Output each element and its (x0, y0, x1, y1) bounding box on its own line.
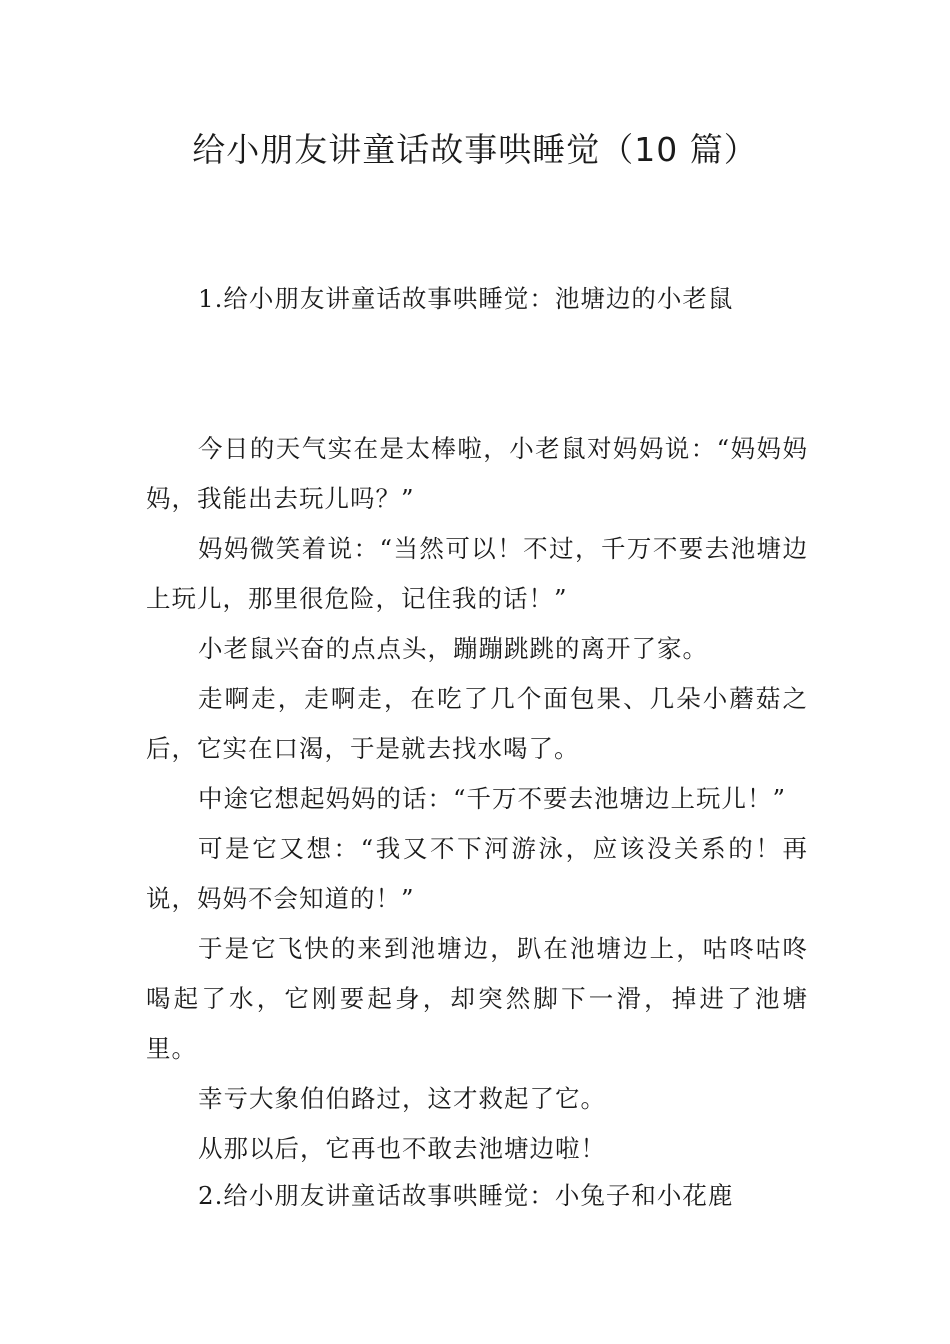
story-paragraph-1: 今日的天气实在是太棒啦，小老鼠对妈妈说：“妈妈妈妈，我能出去玩儿吗？” (146, 434, 808, 513)
document-title: 给小朋友讲童话故事哄睡觉（10 篇） (192, 130, 758, 169)
story-paragraph-7: 于是它飞快的来到池塘边，趴在池塘边上，咕咚咕咚喝起了水，它刚要起身，却突然脚下一滑，掉进了池塘里。 (146, 934, 808, 1063)
story-paragraph-9: 从那以后，它再也不敢去池塘边啦！ (198, 1134, 606, 1163)
story-paragraph-5: 中途它想起妈妈的话：“千万不要去池塘边上玩儿！” (198, 784, 787, 813)
story-paragraph-8: 幸亏大象伯伯路过，这才救起了它。 (198, 1084, 606, 1113)
story-body (146, 424, 808, 1174)
section-heading-1: 1.给小朋友讲童话故事哄睡觉：池塘边的小老鼠 (198, 284, 734, 313)
story-paragraph-3: 小老鼠兴奋的点点头，蹦蹦跳跳的离开了家。 (198, 634, 708, 663)
section-heading-2: 2.给小朋友讲童话故事哄睡觉：小兔子和小花鹿 (198, 1181, 734, 1210)
story-paragraph-4: 走啊走，走啊走，在吃了几个面包果、几朵小蘑菇之后，它实在口渴，于是就去找水喝了。 (146, 684, 808, 763)
story-paragraph-2: 妈妈微笑着说：“当然可以！不过，千万不要去池塘边上玩儿，那里很危险，记住我的话！” (146, 534, 808, 613)
story-paragraph-6: 可是它又想：“我又不下河游泳，应该没关系的！再说，妈妈不会知道的！” (146, 834, 808, 913)
